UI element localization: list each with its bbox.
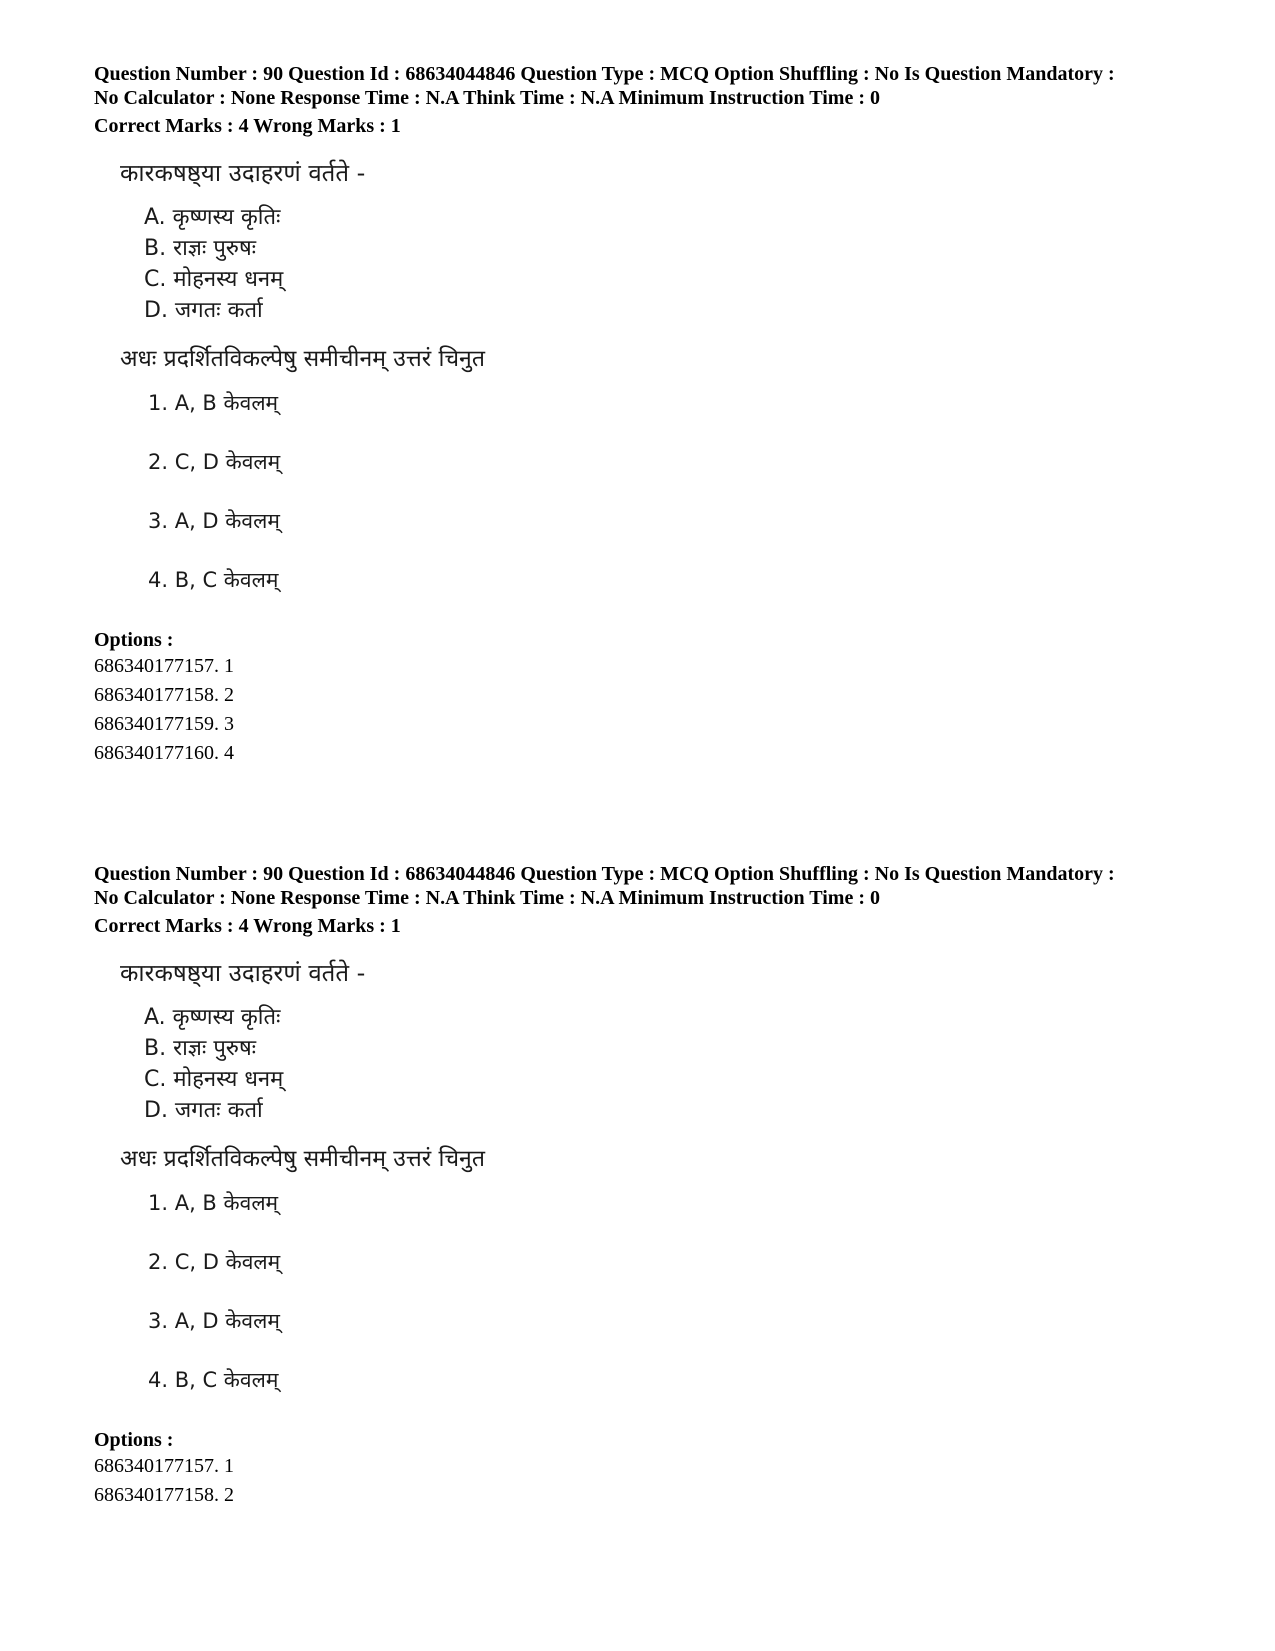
question-meta-line: Question Number : 90 Question Id : 68634044846 Question Type : MCQ Option Shuffling : No Is Question Mandatory :	[94, 863, 1115, 885]
sub-item: B. राज्ञः पुरुषः	[144, 236, 257, 261]
marks-info: Correct Marks : 4 Wrong Marks : 1	[94, 915, 401, 937]
answer-choice: 1. A, B केवलम्	[148, 1191, 279, 1215]
option-row: 686340177159. 3	[94, 713, 234, 735]
statement-sub-list	[144, 202, 1204, 326]
sub-item: D. जगतः कर्ता	[144, 298, 263, 323]
sub-item: C. मोहनस्य धनम्	[144, 267, 284, 292]
options-list	[94, 1452, 1204, 1510]
question-block	[94, 862, 1204, 1510]
answer-choice-list	[148, 388, 1204, 624]
answer-choice-list	[148, 1188, 1204, 1424]
option-row: 686340177157. 1	[94, 655, 234, 677]
sub-item: A. कृष्णस्य कृतिः	[144, 1005, 281, 1030]
option-row: 686340177157. 1	[94, 1455, 234, 1477]
question-meta	[94, 62, 1204, 110]
answer-choice: 2. C, D केवलम्	[148, 1250, 281, 1274]
sub-item: B. राज्ञः पुरुषः	[144, 1036, 257, 1061]
question-instruction: अधः प्रदर्शितविकल्पेषु समीचीनम् उत्तरं चिनुत	[120, 346, 485, 372]
answer-choice: 4. B, C केवलम्	[148, 568, 279, 592]
sub-item: D. जगतः कर्ता	[144, 1098, 263, 1123]
options-list	[94, 652, 1204, 768]
question-meta	[94, 862, 1204, 910]
question-statement: कारकषष्ठ्या उदाहरणं वर्तते -	[120, 959, 366, 987]
statement-sub-list	[144, 1002, 1204, 1126]
question-meta-line: Question Number : 90 Question Id : 68634044846 Question Type : MCQ Option Shuffling : No Is Question Mandatory :	[94, 63, 1115, 85]
answer-choice: 4. B, C केवलम्	[148, 1368, 279, 1392]
answer-choice: 3. A, D केवलम्	[148, 509, 280, 533]
question-block	[94, 62, 1204, 768]
options-heading: Options :	[94, 1429, 174, 1451]
option-row: 686340177158. 2	[94, 684, 234, 706]
option-row: 686340177158. 2	[94, 1484, 234, 1506]
answer-choice: 2. C, D केवलम्	[148, 450, 281, 474]
answer-choice: 3. A, D केवलम्	[148, 1309, 280, 1333]
sub-item: A. कृष्णस्य कृतिः	[144, 205, 281, 230]
options-heading: Options :	[94, 629, 174, 651]
option-row: 686340177160. 4	[94, 742, 234, 764]
question-instruction: अधः प्रदर्शितविकल्पेषु समीचीनम् उत्तरं चिनुत	[120, 1146, 485, 1172]
question-meta-line: No Calculator : None Response Time : N.A Think Time : N.A Minimum Instruction Time : 0	[94, 887, 880, 909]
question-meta-line: No Calculator : None Response Time : N.A Think Time : N.A Minimum Instruction Time : 0	[94, 87, 880, 109]
question-statement: कारकषष्ठ्या उदाहरणं वर्तते -	[120, 159, 366, 187]
marks-info: Correct Marks : 4 Wrong Marks : 1	[94, 115, 401, 137]
sub-item: C. मोहनस्य धनम्	[144, 1067, 284, 1092]
answer-choice: 1. A, B केवलम्	[148, 391, 279, 415]
